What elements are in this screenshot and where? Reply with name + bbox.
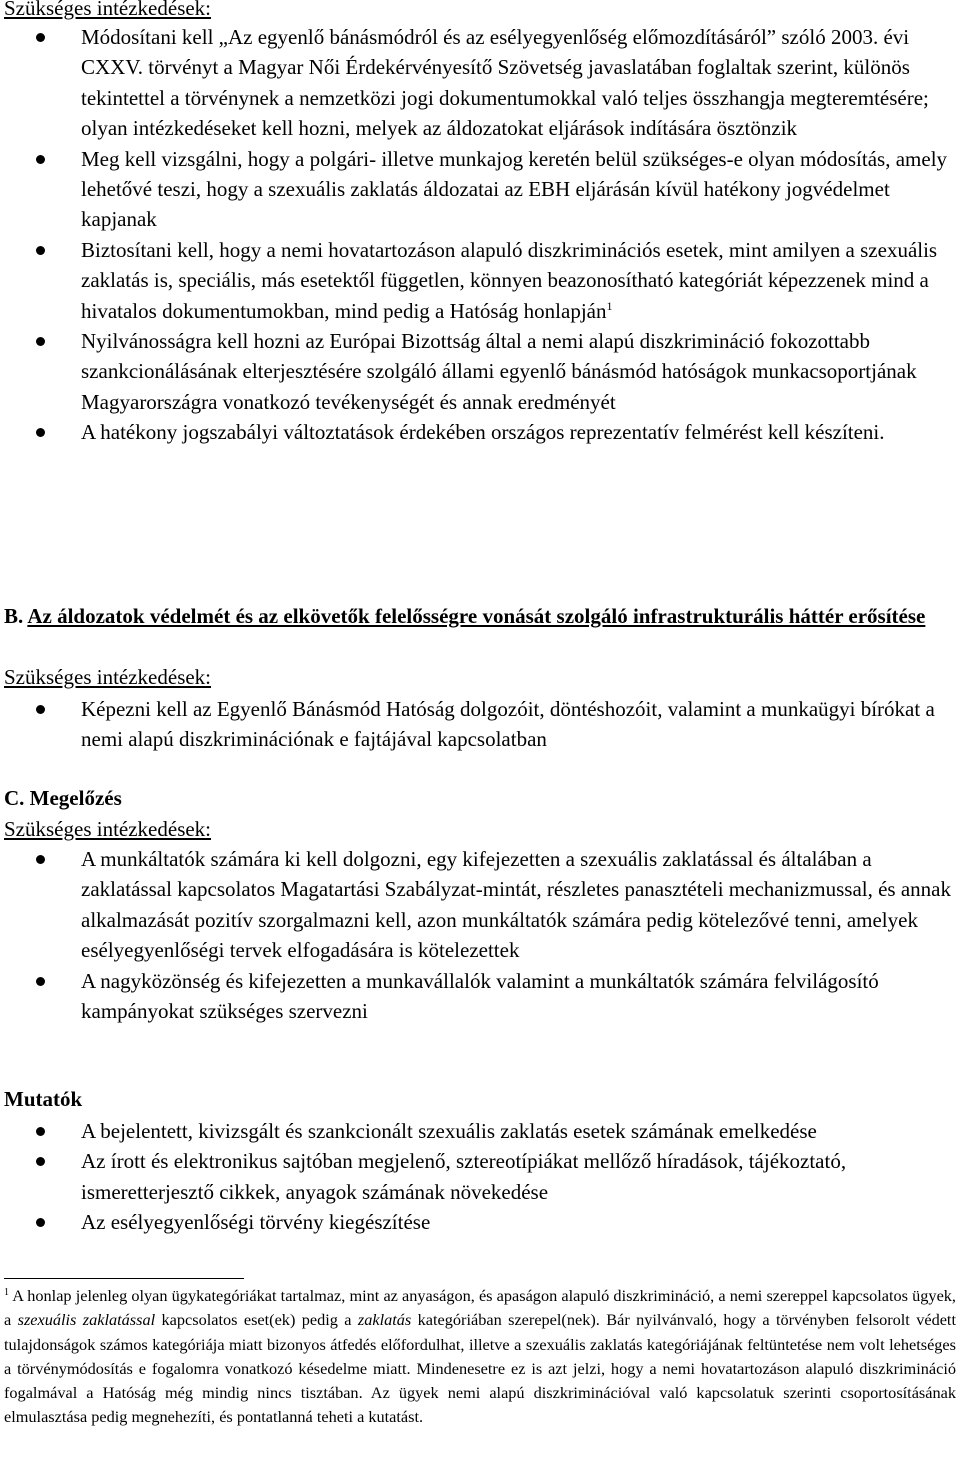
footnote-emphasis: zaklatás (357, 1310, 412, 1330)
footnote-text: kapcsolatos eset(ek) pedig a (161, 1310, 352, 1330)
indicators-title: Mutatók (4, 1087, 83, 1111)
indicators-list (0, 1116, 960, 1238)
list-item: Az írott és elektronikus sajtóban megjelenő, sztereotípiákat mellőző híradások, tájékoztató, ismeretterjesztő cikkek, anyagok számának növekedése (0, 1146, 960, 1207)
footnote-text: A honlap jelenleg olyan ügykategóriákat tartalmaz, mint az anyaságon, és apaságon alapuló diszkrimináció, a nemi szereppel kapcsolatos ügyek, a (4, 1286, 957, 1330)
measures-list-a (0, 22, 960, 448)
footnote-divider (4, 1278, 244, 1279)
measures-list-c (0, 844, 960, 1026)
list-item: Képezni kell az Egyenlő Bánásmód Hatóság dolgozóit, döntéshozóit, valamint a munkaügyi bírókat a nemi alapú diszkriminációnak e fajtájával kapcsolatban (0, 694, 960, 755)
list-item: Az esélyegyenlőségi törvény kiegészítése (0, 1207, 960, 1237)
footnote-ref: 1 (606, 298, 613, 313)
list-item: A nagyközönség és kifejezetten a munkavállalók valamint a munkáltatók számára felvilágosító kampányokat szükséges szervezni (0, 966, 960, 1027)
section-c-title: C. Megelőzés (4, 786, 122, 810)
list-item: A bejelentett, kivizsgált és szankcionált szexuális zaklatás esetek számának emelkedése (0, 1116, 960, 1146)
measures-list-b (0, 694, 960, 755)
section-b-prefix: B. (4, 604, 24, 628)
measures-heading-c: Szükséges intézkedések: (4, 817, 212, 841)
list-item-text: Biztosítani kell, hogy a nemi hovatartozáson alapuló diszkriminációs esetek, mint amilyen a szexuális zaklatás is, speciális, más esetektől független, könnyen beazonosítható kategóriát képezzenek mind a hivatalos dokumentumokban, mind pedig a Hatóság honlapján (81, 237, 938, 323)
list-item (0, 235, 960, 326)
list-item: A munkáltatók számára ki kell dolgozni, egy kifejezetten a szexuális zaklatással és általában a zaklatással kapcsolatos Magatartási Szabályzat-mintát, részletes panasztételi mechanizmussal, és annak alkalmazását pozitív szorgalmazni kell, azon munkáltatók számára pedig kötelezővé tenni, amelyek esélyegyenlőségi tervek elfogadására is kötelezettek (0, 844, 960, 966)
footnote-text: kategóriában szerepel(nek). Bár nyilvánvaló, hogy a törvényben felsorolt védett tulajdonságok számos kategóriája miatt bizonyos átfedés előfordulhat, illetve a szexuális zaklatás kategóriájának feltüntetése nem volt lehetséges a törvénymódosítás e fogalomra vonatkozó késedelme miatt. Mindenesetre ez is azt jelzi, hogy a nemi hovatartozáson alapuló diszkrimináció fogalmával a Hatóság még mindig nincs tisztában. Az ügyek nemi alapú diszkriminációval való kapcsolatuk szerinti csoportosításának elmulasztása pedig megnehezíti, és pontatlanná teheti a kutatást. (4, 1310, 956, 1427)
list-item: Nyilvánosságra kell hozni az Európai Bizottság által a nemi alapú diszkrimináció fokozottabb szankcionálásának elterjesztésére szolgáló állami egyenlő bánásmód hatóságok munkacsoportjának Magyarországra vonatkozó tevékenységét és annak eredményét (0, 326, 960, 417)
section-b-title-text: Az áldozatok védelmét és az elkövetők felelősségre vonását szolgáló infrastrukturális háttér erősítése (27, 604, 926, 628)
footnote-emphasis: szexuális zaklatással (17, 1310, 156, 1330)
measures-heading-b: Szükséges intézkedések: (4, 665, 212, 689)
footnote (4, 1284, 956, 1430)
measures-heading-a: Szükséges intézkedések: (4, 0, 212, 20)
list-item: Meg kell vizsgálni, hogy a polgári- illetve munkajog keretén belül szükséges-e olyan módosítás, amely lehetővé teszi, hogy a szexuális zaklatás áldozatai az EBH eljárásán kívül hatékony jogvédelmet kapjanak (0, 144, 960, 235)
list-item: Módosítani kell „Az egyenlő bánásmódról és az esélyegyenlőség előmozdításáról” szóló 2003. évi CXXV. törvényt a Magyar Női Érdekérvényesítő Szövetség javaslatában foglaltak szerint, különös tekintettel a törvénynek a nemzetközi jogi dokumentumokkal való teljes összhangja megteremtésére; olyan intézkedéseket kell hozni, melyek az áldozatokat eljárások indítására ösztönzik (0, 22, 960, 144)
footnote-number: 1 (4, 1287, 9, 1298)
section-b-title (0, 601, 960, 631)
list-item: A hatékony jogszabályi változtatások érdekében országos reprezentatív felmérést kell készíteni. (0, 417, 960, 447)
